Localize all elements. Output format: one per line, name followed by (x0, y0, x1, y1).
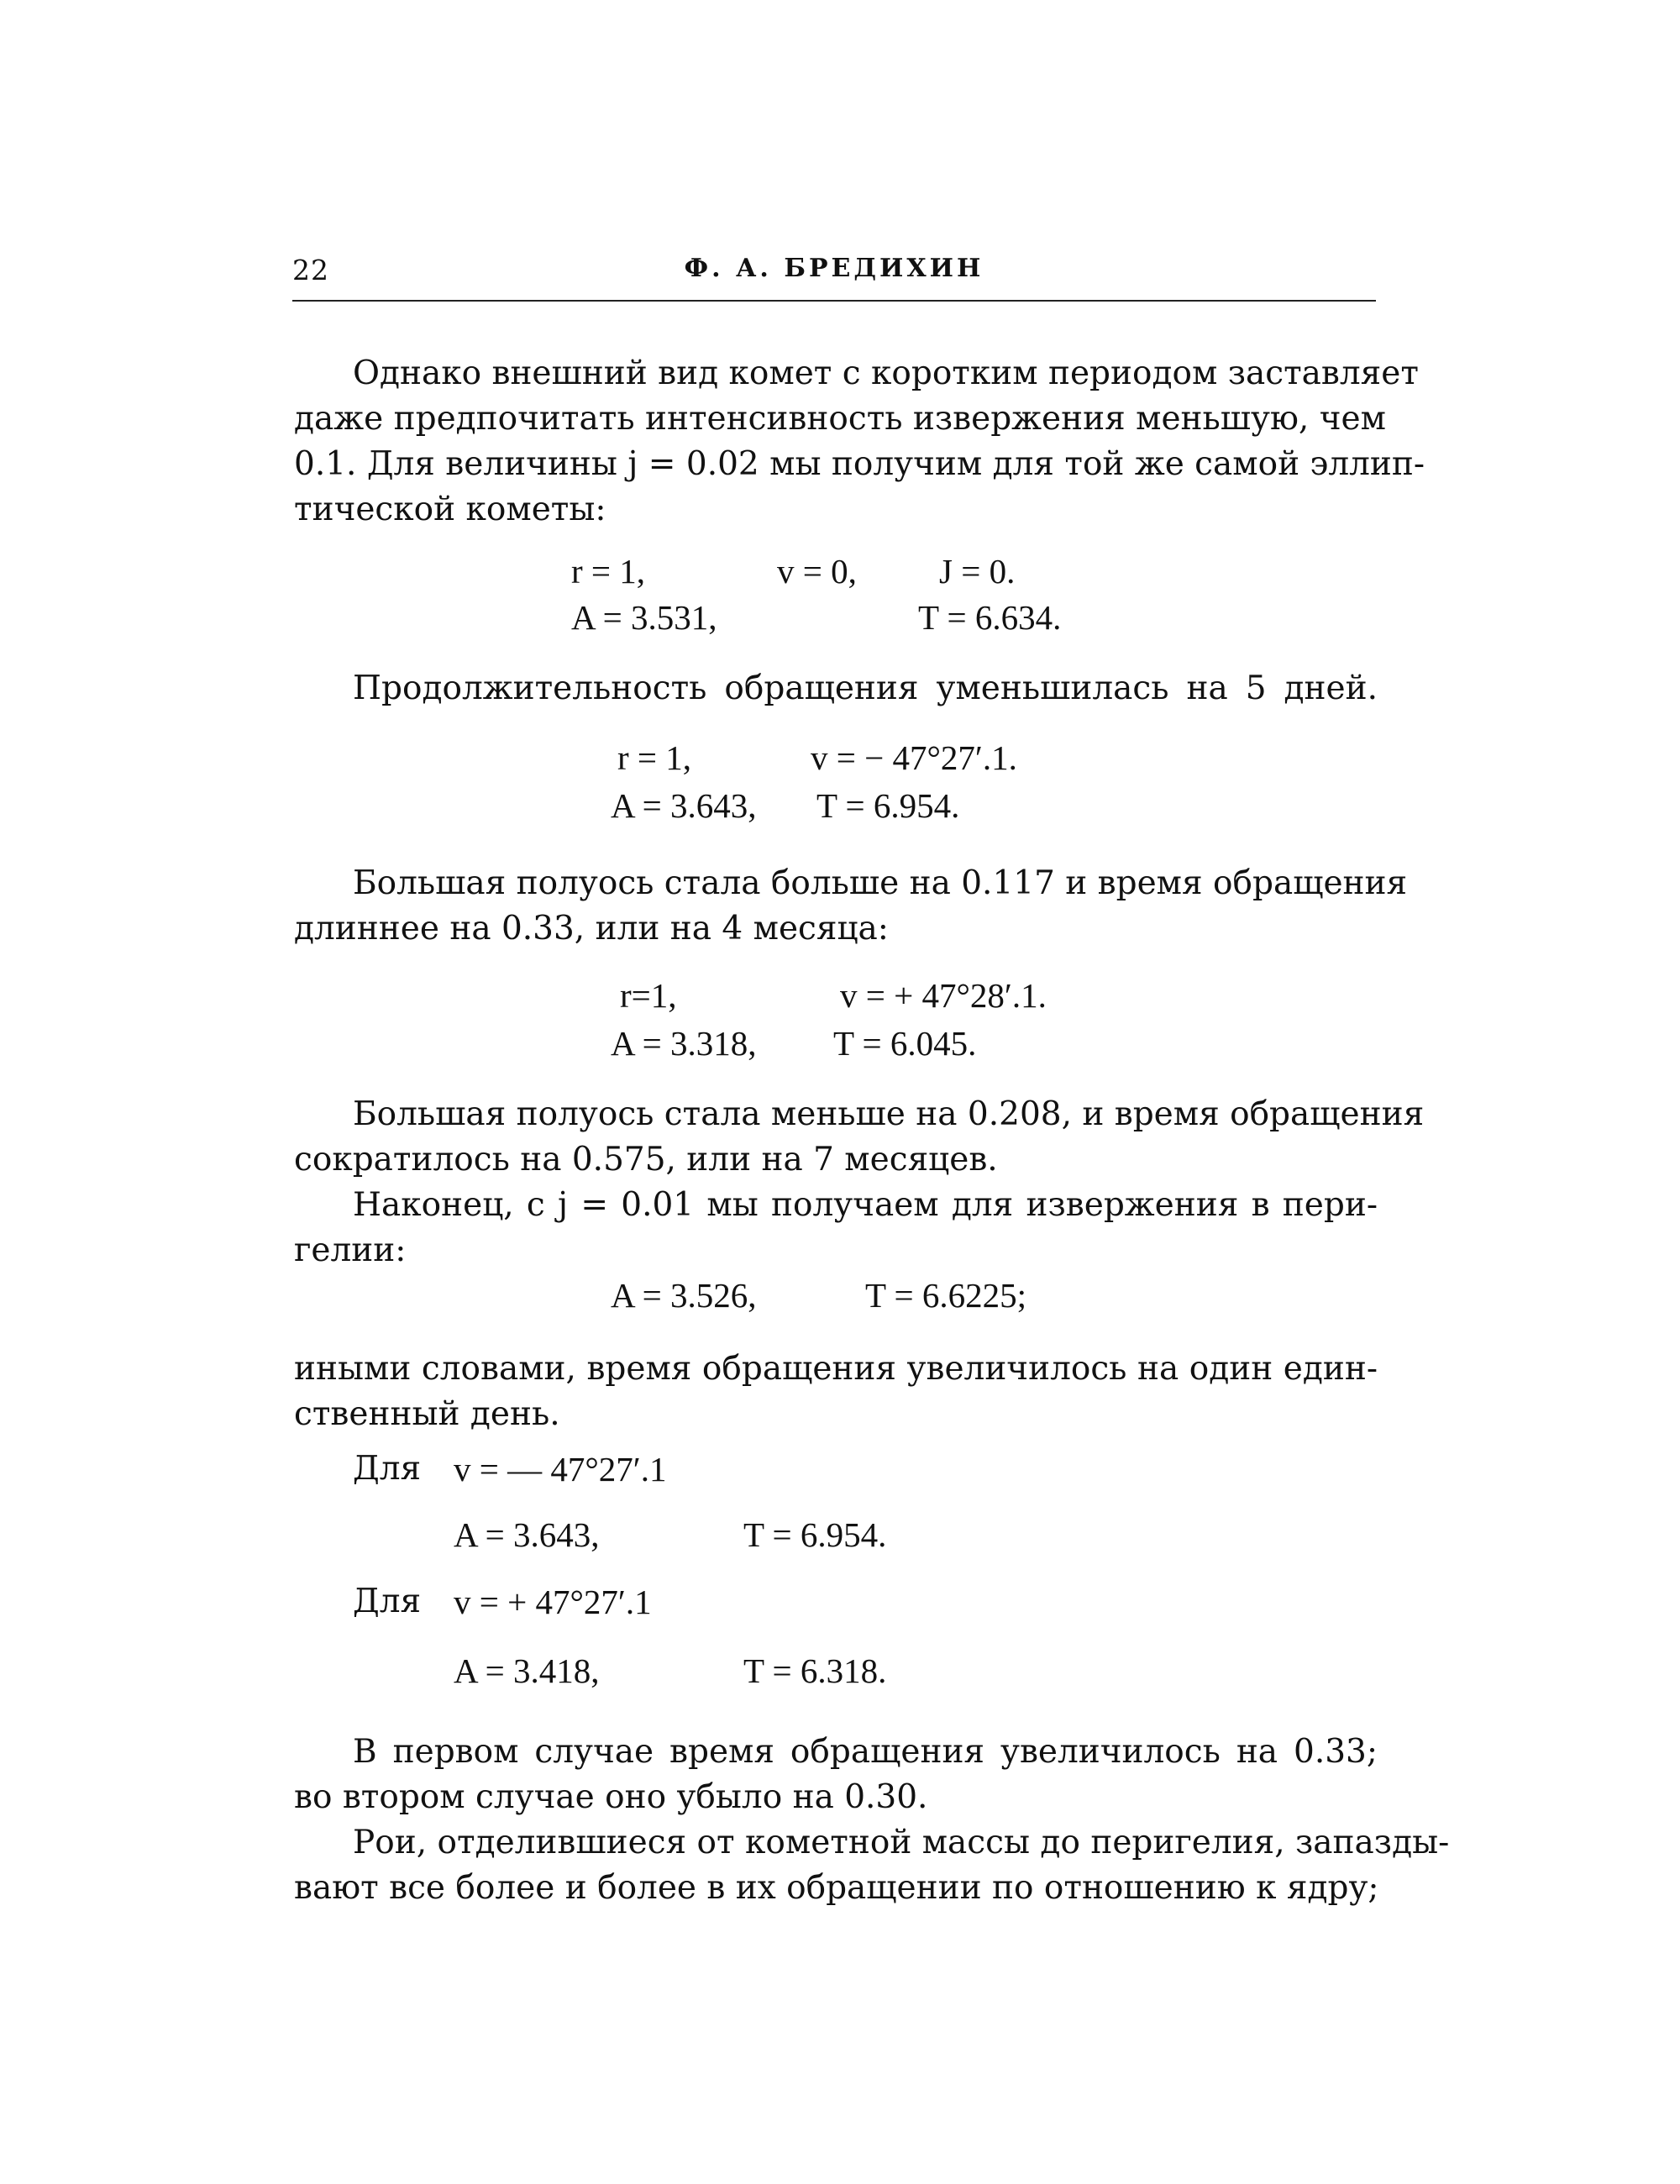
case1-v: v = — 47°27′.1 (454, 1450, 667, 1488)
eq2-T: T = 6.954. (816, 786, 960, 825)
paragraph-4-line-1: Большая полуось стала меньше на 0.208, и время обращения (353, 1095, 1425, 1133)
eq2-r: r = 1, (617, 738, 692, 777)
paragraph-5-line-2: гелии: (294, 1231, 407, 1269)
running-title: Ф. А. БРЕДИХИН (684, 254, 984, 283)
eq1-J: J = 0. (939, 552, 1016, 591)
eq1-v: v = 0, (777, 552, 857, 591)
header-rule (292, 300, 1376, 302)
paragraph-6-line-1: иными словами, время обращения увеличилось на один един- (294, 1350, 1378, 1388)
paragraph-6-line-2: ственный день. (294, 1395, 560, 1433)
case1-T: T = 6.954. (743, 1515, 887, 1554)
paragraph-5-line-1: Наконец, с j = 0.01 мы получаем для извержения в пери- (353, 1186, 1378, 1224)
paragraph-1-line-4: тической кометы: (294, 491, 606, 528)
eq1-T: T = 6.634. (918, 598, 1062, 637)
paragraph-3-line-2: длиннее на 0.33, или на 4 месяца: (294, 910, 889, 948)
paragraph-7-line-1: В первом случае время обращения увеличилось на 0.33; (353, 1733, 1378, 1771)
eq4-T: T = 6.6225; (865, 1276, 1027, 1315)
case2-v: v = + 47°27′.1 (454, 1583, 652, 1621)
eq2-A: A = 3.643, (611, 786, 757, 825)
paragraph-4-line-2: сократилось на 0.575, или на 7 месяцев. (294, 1141, 998, 1179)
paragraph-8-line-2: вают все более и более в их обращении по отношению к ядру; (294, 1869, 1379, 1907)
eq3-v: v = + 47°28′.1. (840, 976, 1047, 1015)
case2-T: T = 6.318. (743, 1651, 887, 1690)
page-header (292, 254, 1376, 296)
paragraph-8-line-1: Рои, отделившиеся от кометной массы до перигелия, запазды- (353, 1824, 1450, 1861)
eq3-A: A = 3.318, (611, 1024, 757, 1063)
case1-A: A = 3.643, (454, 1515, 600, 1554)
eq4-A: A = 3.526, (611, 1276, 757, 1315)
paragraph-7-line-2: во втором случае оно убыло на 0.30. (294, 1778, 928, 1816)
eq3-T: T = 6.045. (833, 1024, 977, 1063)
page-number: 22 (292, 254, 329, 286)
eq1-A: A = 3.531, (571, 598, 717, 637)
paragraph-2: Продолжительность обращения уменьшилась на 5 дней. (353, 669, 1378, 707)
eq1-r: r = 1, (571, 552, 646, 591)
eq2-v: v = − 47°27′.1. (811, 738, 1017, 777)
paragraph-1-line-3: 0.1. Для величины j = 0.02 мы получим для той же самой эллип- (294, 445, 1425, 483)
case1-label: Для (353, 1450, 422, 1488)
paragraph-1-line-2: даже предпочитать интенсивность извержения меньшую, чем (294, 400, 1386, 438)
eq3-r: r=1, (620, 976, 677, 1015)
case2-label: Для (353, 1583, 422, 1620)
paragraph-3-line-1: Большая полуось стала больше на 0.117 и время обращения (353, 864, 1408, 902)
paragraph-1-line-1: Однако внешний вид комет с коротким периодом заставляет (353, 354, 1419, 392)
case2-A: A = 3.418, (454, 1651, 600, 1690)
